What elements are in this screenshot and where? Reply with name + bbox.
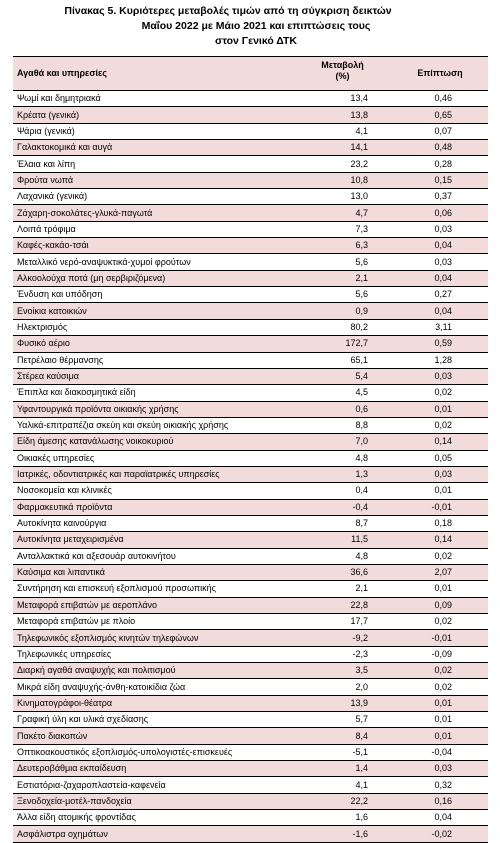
row-item-name: Ιατρικές, οδοντιατρικές και παραϊατρικές υπηρεσίες [13,466,303,482]
row-item-name: Λοιπά τρόφιμα [13,221,303,237]
row-item-name: Πακέτο διακοπών [13,728,303,744]
table-title [0,4,500,49]
header-goods-services: Αγαθά και υπηρεσίες [13,57,303,91]
row-item-name: Έλαια και λίπη [13,156,303,172]
row-change-value: 5,6 [303,254,382,270]
table-row [13,663,488,679]
row-change-value: 4,7 [303,205,382,221]
table-row [13,777,488,793]
row-change-value: 36,6 [303,564,382,580]
row-change-value: 23,2 [303,156,382,172]
table-row [13,793,488,809]
row-impact-value: 0,32 [382,777,488,793]
header-change [303,57,382,91]
row-change-value: 0,4 [303,483,382,499]
row-change-value: 17,7 [303,614,382,630]
row-item-name: Συντήρηση και επισκευή εξοπλισμού προσωπικής [13,581,303,597]
row-change-value: 13,8 [303,107,382,123]
row-impact-value: 0,27 [382,287,488,303]
row-impact-value: 0,04 [382,238,488,254]
table-row [13,761,488,777]
row-impact-value: 0,02 [382,663,488,679]
row-item-name: Πετρέλαιο θέρμανσης [13,352,303,368]
row-change-value: 8,7 [303,515,382,531]
row-item-name: Τηλεφωνικός εξοπλισμός κινητών τηλεφώνων [13,630,303,646]
row-impact-value: 0,02 [382,417,488,433]
table-row [13,630,488,646]
table-row [13,728,488,744]
table-row [13,581,488,597]
table-row [13,221,488,237]
row-change-value: 4,5 [303,385,382,401]
row-impact-value: 0,46 [382,91,488,107]
row-impact-value: 0,04 [382,810,488,826]
row-item-name: Ξενοδοχεία-μοτέλ-πανδοχεία [13,793,303,809]
row-change-value: 5,6 [303,287,382,303]
row-item-name: Υαλικά-επιτραπέζια σκεύη και σκεύη οικιακής χρήσης [13,417,303,433]
row-change-value: 6,3 [303,238,382,254]
row-item-name: Λαχανικά (γενικά) [13,189,303,205]
row-item-name: Ένδυση και υπόδηση [13,287,303,303]
table-row [13,614,488,630]
table-row [13,270,488,286]
table-row [13,548,488,564]
row-impact-value: 0,48 [382,140,488,156]
row-item-name: Γραφική ύλη και υλικά σχεδίασης [13,712,303,728]
table-row [13,712,488,728]
row-impact-value: 3,11 [382,319,488,335]
table-row [13,434,488,450]
table-row [13,385,488,401]
table-row [13,646,488,662]
row-change-value: 13,0 [303,189,382,205]
row-item-name: Καύσιμα και λιπαντικά [13,564,303,580]
row-change-value: 1,6 [303,810,382,826]
row-item-name: Μικρά είδη αναψυχής-άνθη-κατοικίδια ζώα [13,679,303,695]
row-change-value: -9,2 [303,630,382,646]
table-row [13,532,488,548]
table-row [13,303,488,319]
row-item-name: Δευτεροβάθμια εκπαίδευση [13,761,303,777]
row-change-value: 13,4 [303,91,382,107]
table-row [13,172,488,188]
row-item-name: Καφές-κακάο-τσάι [13,238,303,254]
row-item-name: Έπιπλα και διακοσμητικά είδη [13,385,303,401]
row-impact-value: 0,28 [382,156,488,172]
row-impact-value: 0,09 [382,597,488,613]
row-item-name: Φρούτα νωπά [13,172,303,188]
row-item-name: Ψάρια (γενικά) [13,123,303,139]
table-row [13,679,488,695]
table-body [13,91,488,843]
table-row [13,695,488,711]
table-row [13,810,488,826]
row-impact-value: 0,02 [382,548,488,564]
row-change-value: -0,4 [303,499,382,515]
row-impact-value: 0,01 [382,695,488,711]
price-changes-table [13,56,488,843]
row-change-value: 10,8 [303,172,382,188]
row-item-name: Μεταλλικό νερό-αναψυκτικά-χυμοί φρούτων [13,254,303,270]
row-impact-value: 0,03 [382,254,488,270]
row-impact-value: 0,03 [382,761,488,777]
table-row [13,401,488,417]
table-row [13,287,488,303]
table-row [13,156,488,172]
row-change-value: 1,4 [303,761,382,777]
table-row [13,107,488,123]
row-change-value: -2,3 [303,646,382,662]
row-impact-value: -0,01 [382,499,488,515]
row-impact-value: 0,04 [382,303,488,319]
table-row [13,564,488,580]
row-item-name: Μεταφορά επιβατών με αεροπλάνο [13,597,303,613]
row-change-value: 11,5 [303,532,382,548]
row-impact-value: 0,01 [382,712,488,728]
row-item-name: Τηλεφωνικές υπηρεσίες [13,646,303,662]
row-change-value: 13,9 [303,695,382,711]
row-change-value: 7,0 [303,434,382,450]
row-impact-value: -0,04 [382,744,488,760]
row-impact-value: 0,01 [382,401,488,417]
row-item-name: Εστιατόρια-ζαχαροπλαστεία-καφενεία [13,777,303,793]
row-impact-value: 0,14 [382,532,488,548]
header-change-label: Μεταβολή (%) [321,60,364,81]
table-row [13,826,488,842]
row-impact-value: 2,07 [382,564,488,580]
row-change-value: 0,6 [303,401,382,417]
row-impact-value: -0,02 [382,826,488,842]
row-item-name: Γαλακτοκομικά και αυγά [13,140,303,156]
row-change-value: -1,6 [303,826,382,842]
row-item-name: Άλλα είδη ατομικής φροντίδας [13,810,303,826]
row-item-name: Αλκοολούχα ποτά (μη σερβιριζόμενα) [13,270,303,286]
table-row [13,515,488,531]
row-item-name: Φυσικό αέριο [13,336,303,352]
row-item-name: Ηλεκτρισμός [13,319,303,335]
row-change-value: 8,8 [303,417,382,433]
table-row [13,368,488,384]
row-change-value: 2,0 [303,679,382,695]
row-change-value: 80,2 [303,319,382,335]
row-impact-value: -0,01 [382,630,488,646]
row-item-name: Υφαντουργικά προϊόντα οικιακής χρήσης [13,401,303,417]
row-change-value: 1,3 [303,466,382,482]
row-change-value: 14,1 [303,140,382,156]
row-change-value: 3,5 [303,663,382,679]
row-impact-value: 0,03 [382,368,488,384]
row-change-value: 65,1 [303,352,382,368]
row-impact-value: 0,37 [382,189,488,205]
row-change-value: 8,4 [303,728,382,744]
row-impact-value: 0,06 [382,205,488,221]
row-change-value: 0,9 [303,303,382,319]
row-change-value: -5,1 [303,744,382,760]
row-change-value: 22,2 [303,793,382,809]
row-change-value: 2,1 [303,581,382,597]
row-change-value: 4,1 [303,777,382,793]
table-row [13,140,488,156]
row-impact-value: 0,18 [382,515,488,531]
row-impact-value: 0,03 [382,466,488,482]
header-row [13,57,488,91]
row-change-value: 5,7 [303,712,382,728]
table-row [13,336,488,352]
row-change-value: 4,8 [303,548,382,564]
row-item-name: Κρέατα (γενικά) [13,107,303,123]
row-change-value: 2,1 [303,270,382,286]
table-row [13,189,488,205]
row-impact-value: 0,02 [382,679,488,695]
row-item-name: Κινηματογράφοι-θέατρα [13,695,303,711]
row-impact-value: 0,14 [382,434,488,450]
table-row [13,123,488,139]
row-item-name: Οικιακές υπηρεσίες [13,450,303,466]
row-change-value: 172,7 [303,336,382,352]
row-impact-value: 0,02 [382,385,488,401]
row-item-name: Αυτοκίνητα μεταχειρισμένα [13,532,303,548]
row-item-name: Διαρκή αγαθά αναψυχής και πολιτισμού [13,663,303,679]
table-row [13,597,488,613]
row-item-name: Ανταλλακτικά και αξεσουάρ αυτοκινήτου [13,548,303,564]
row-impact-value: 0,01 [382,581,488,597]
row-item-name: Ενοίκια κατοικιών [13,303,303,319]
row-item-name: Ψωμί και δημητριακά [13,91,303,107]
title-line-2: Μαΐου 2022 με Μάιο 2021 και επιπτώσεις τους [141,20,371,32]
row-change-value: 4,8 [303,450,382,466]
row-impact-value: 0,05 [382,450,488,466]
title-line-3: στον Γενικό ΔΤΚ [215,35,297,47]
row-impact-value: 0,01 [382,728,488,744]
table-row [13,254,488,270]
table-row [13,91,488,107]
row-item-name: Αυτοκίνητα καινούργια [13,515,303,531]
table-row [13,417,488,433]
row-impact-value: 0,01 [382,483,488,499]
row-change-value: 22,8 [303,597,382,613]
header-impact: Επίπτωση [382,57,488,91]
table-row [13,499,488,515]
row-item-name: Ασφάλιστρα οχημάτων [13,826,303,842]
row-impact-value: 0,15 [382,172,488,188]
table-row [13,319,488,335]
row-impact-value: -0,09 [382,646,488,662]
row-change-value: 4,1 [303,123,382,139]
table-row [13,352,488,368]
row-impact-value: 0,16 [382,793,488,809]
row-impact-value: 0,59 [382,336,488,352]
row-impact-value: 0,04 [382,270,488,286]
row-impact-value: 0,03 [382,221,488,237]
table-row [13,483,488,499]
table-row [13,744,488,760]
row-item-name: Είδη άμεσης κατανάλωσης νοικοκυριού [13,434,303,450]
table-row [13,205,488,221]
row-item-name: Ζάχαρη-σοκολάτες-γλυκά-παγωτά [13,205,303,221]
row-item-name: Νοσοκομεία και κλινικές [13,483,303,499]
row-item-name: Οπτικοακουστικός εξοπλισμός-υπολογιστές-επισκευές [13,744,303,760]
row-change-value: 5,4 [303,368,382,384]
row-item-name: Μεταφορά επιβατών με πλοίο [13,614,303,630]
table-row [13,466,488,482]
row-item-name: Στέρεα καύσιμα [13,368,303,384]
row-impact-value: 0,02 [382,614,488,630]
table-row [13,238,488,254]
table-row [13,450,488,466]
title-line-1: Πίνακας 5. Κυριότερες μεταβολές τιμών από τη σύγκριση δεικτών [64,5,392,17]
row-impact-value: 0,07 [382,123,488,139]
row-impact-value: 1,28 [382,352,488,368]
row-change-value: 7,3 [303,221,382,237]
row-item-name: Φαρμακευτικά προϊόντα [13,499,303,515]
row-impact-value: 0,65 [382,107,488,123]
